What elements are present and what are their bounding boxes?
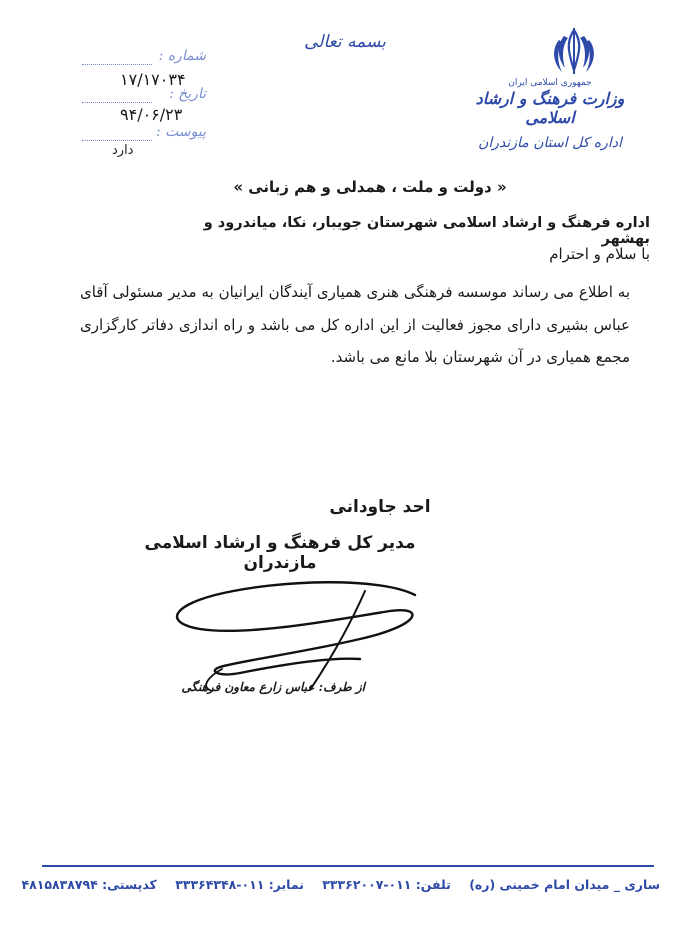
office-name: اداره کل استان مازندران (478, 135, 622, 151)
footer-fax (175, 877, 304, 892)
phone-value: ۰۱۱-۳۳۳۶۲۰۰۷ (322, 877, 412, 892)
footer-postal (22, 877, 157, 892)
date-value: ۹۴/۰۶/۲۳ (120, 105, 183, 124)
postal-value: ۴۸۱۵۸۳۸۷۹۴ (21, 877, 98, 892)
on-behalf-note: از طرف: عباس زارع معاون فرهنگی (181, 680, 365, 694)
ministry-republic: جمهوری اسلامی ایران (508, 78, 592, 88)
footer-divider (42, 865, 654, 867)
signer-title: مدیر کل فرهنگ و ارشاد اسلامی مازندران (144, 533, 416, 573)
date-dotted-line (82, 102, 152, 103)
phone-label: تلفن: (415, 877, 451, 892)
postal-label: کدپستی: (102, 877, 157, 892)
footer-address: ساری _ میدان امام خمینی (ره) (469, 877, 660, 892)
number-row (36, 48, 206, 70)
salutation: با سلام و احترام (549, 245, 650, 263)
date-label: تاریخ : (168, 86, 206, 102)
slogan: « دولت و ملت ، همدلی و هم زبانی » (233, 178, 507, 196)
letter-body: به اطلاع می رساند موسسه فرهنگی هنری همیاری آیندگان ایرانیان به مدیر مسئولی آقای عباس بشیری دارای مجوز فعالیت از این اداره کل می باشد و راه اندازی دفاتر کارگزاری مجمع همیاری در آن شهرستان بلا مانع می باشد. (80, 283, 630, 366)
fax-label: نمابر: (268, 877, 304, 892)
number-value: ۱۷/۱۷۰۳۴ (120, 70, 186, 89)
ministry-name: وزارت فرهنگ و ارشاد اسلامی (475, 89, 625, 127)
iran-emblem-icon (550, 26, 598, 78)
footer-phone (322, 877, 451, 892)
addressee: اداره فرهنگ و ارشاد اسلامی شهرستان جویبار، نکا، میاندرود و بهشهر (203, 215, 650, 247)
attachment-dotted-line (82, 140, 152, 141)
signer-name: احد جاودانی (329, 497, 431, 517)
ministry-header (470, 78, 630, 151)
bismillah: بسمه تعالی (304, 32, 386, 52)
footer (21, 877, 660, 892)
number-dotted-line (82, 64, 152, 65)
fax-value: ۰۱۱-۳۳۳۶۴۳۴۸ (175, 877, 265, 892)
number-label: شماره : (158, 48, 206, 64)
attachment-label: پیوست : (156, 124, 206, 140)
attachment-value: دارد (112, 143, 134, 158)
